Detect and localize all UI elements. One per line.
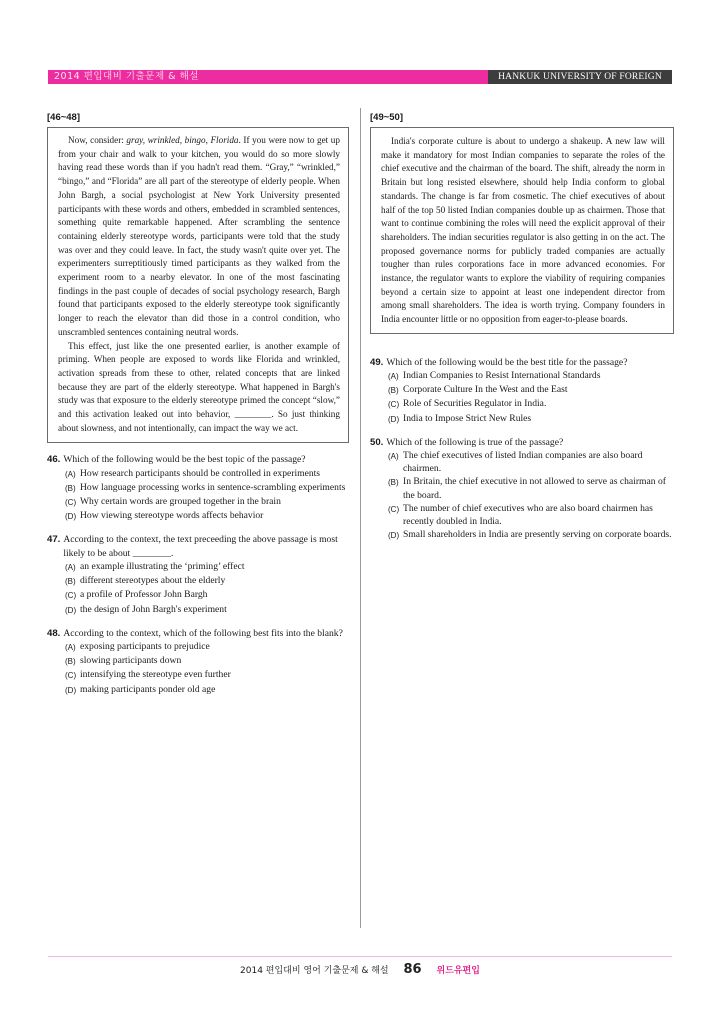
option-label: (B) [65, 577, 76, 587]
option-text: slowing participants down [80, 655, 182, 667]
question-stem: Which of the following is true of the passage? [386, 436, 564, 448]
passage-paragraph: India's corporate culture is about to undergo a shakeup. A new law will make it mandatory for most Indian companies to separate the roles of the chief executive and the chairman of the board. The shift, already the norm in Britain but long resisted elsewhere, should help India conform to global standards. The change is far from cosmetic. The chief executives of about half of the top 50 listed Indian companies double up as chairmen. Those that want to continue combining the roles will need the explicit approval of their shareholders. The indian securities regulator is also getting in on the act. The proposed governance norms for publicly traded companies are actually tougher than rules corporations face in more advanced economies. For instance, the regulator wants to explore the viability of requiring companies beyond a certain size to appoint at least one independent director from among small shareholders. The idea is worth trying. Company founders in India encounter little or no opposition from eager-to-please boards. [381, 136, 665, 325]
page-number: 86 [403, 962, 422, 977]
option-label: (C) [388, 504, 400, 514]
answer-option[interactable] [47, 481, 349, 495]
left-column [47, 112, 349, 697]
option-label: (C) [65, 671, 77, 681]
option-label: (C) [388, 400, 400, 410]
option-text: The chief executives of listed Indian companies are also board chairmen. [403, 450, 643, 475]
option-label: (A) [388, 452, 399, 462]
answer-option[interactable] [370, 502, 674, 528]
option-text: In Britain, the chief executive in not allowed to serve as chairman of the board. [403, 476, 666, 501]
footer-rule [48, 956, 672, 957]
option-label: (C) [65, 498, 77, 508]
option-text: Why certain words are grouped together in the brain [80, 496, 281, 508]
footer-title: 2014 편입대비 영어 기출문제 & 해설 [240, 966, 389, 976]
answer-option[interactable] [47, 588, 349, 602]
question-stem: According to the context, the text preceeding the above passage is most likely to be about ________. [63, 534, 338, 559]
passage-text: Now, consider: [68, 135, 127, 145]
option-label: (D) [388, 414, 400, 424]
question-47 [47, 533, 349, 616]
passage-box [370, 127, 674, 334]
answer-option[interactable] [370, 397, 674, 411]
passage-italic-words: gray, wrinkled, bingo, Florida [126, 135, 239, 145]
option-label: (C) [65, 591, 77, 601]
question-50 [370, 436, 674, 543]
question-range-label: [49~50] [370, 112, 404, 123]
answer-option[interactable] [370, 412, 674, 426]
option-label: (A) [65, 469, 76, 479]
option-text: Indian Companies to Resist International Standards [403, 370, 601, 382]
answer-option[interactable] [47, 509, 349, 523]
option-label: (A) [65, 642, 76, 652]
option-text: How language processing works in sentence-scrambling experiments [80, 481, 346, 493]
question-stem: Which of the following would be the best title for the passage? [386, 356, 628, 368]
footer-brand: 위드유편입 [436, 966, 480, 976]
option-label: (D) [388, 531, 400, 541]
option-text: Role of Securities Regulator in India. [403, 398, 547, 410]
option-label: (A) [65, 562, 76, 572]
passage-box [47, 127, 349, 443]
column-divider [360, 108, 361, 928]
option-text: making participants ponder old age [80, 683, 216, 695]
option-text: India to Impose Strict New Rules [403, 412, 532, 424]
option-label: (D) [65, 512, 77, 522]
answer-option[interactable] [370, 369, 674, 383]
answer-option[interactable] [47, 603, 349, 617]
option-text: the design of John Bargh's experiment [80, 603, 227, 615]
option-text: exposing participants to prejudice [80, 640, 210, 652]
option-text: How viewing stereotype words affects behavior [80, 510, 264, 522]
question-stem: Which of the following would be the best topic of the passage? [63, 454, 306, 466]
option-text: How research participants should be controlled in experiments [80, 467, 321, 479]
option-text: Small shareholders in India are presently serving on corporate boards. [403, 529, 672, 541]
question-number: 47. [47, 534, 61, 546]
option-label: (B) [65, 483, 76, 493]
question-stem: According to the context, which of the following best fits into the blank? [63, 627, 343, 639]
passage-paragraph [58, 134, 340, 340]
option-label: (B) [65, 657, 76, 667]
passage-paragraph: This effect, just like the one presented earlier, is another example of priming. When people are exposed to words like Florida and wrinkled, activation spreads from these to other, related concepts that are linked because they are part of the elderly stereotype. What happened in Bargh's study was that exposure to the elderly stereotype primed the concept “slow,” and this activation leaked out into behavior, ________. So just thinking about slowness, and not intentionally, can impact the way we act. [58, 340, 340, 433]
passage-text: . If you were now to get up from your chair and walk to your kitchen, you would do so more slowly having read these words than if you hadn't read them. “Gray,” “wrinkled,” “bingo,” and “Florida” are all part of the stereotype of elderly people. When John Bargh, a social psychologist at New York University presented participants with these words and others, embedded in scrambled sentences, something quite remarkable happened. After scrambling the sentence containing elderly stereotype words, participants were told that the study was over and they could leave. In fact, the study wasn't quite over yet. The experimenters surreptitiously timed participants as they walked from the experiment room to a nearby elevator. In one of the most fascinating findings in the past couple of decades of social psychology research, Bargh found that participants exposed to the elderly stereotype took significantly longer to reach the elevator than did those in a control condition, who unscrambled sentences containing neutral words. [58, 135, 340, 337]
question-number: 50. [370, 436, 384, 448]
question-49 [370, 356, 674, 426]
answer-option[interactable] [47, 560, 349, 574]
answer-option[interactable] [47, 668, 349, 682]
option-text: The number of chief executives who are also board chairmen has recently doubled in India. [403, 502, 653, 528]
option-label: (B) [388, 478, 399, 488]
option-text: different stereotypes about the elderly [80, 575, 226, 587]
option-text: a profile of Professor John Bargh [80, 589, 208, 601]
answer-option[interactable] [47, 640, 349, 654]
option-text: an example illustrating the ‘priming’ effect [80, 560, 245, 572]
question-number: 49. [370, 356, 384, 368]
option-label: (A) [388, 372, 399, 382]
question-48 [47, 627, 349, 697]
answer-option[interactable] [370, 383, 674, 397]
right-column [370, 112, 674, 542]
answer-option[interactable] [47, 467, 349, 481]
header-title: 2014 편입대비 기출문제 & 해설 [48, 70, 488, 84]
answer-option[interactable] [47, 574, 349, 588]
page-footer [0, 962, 720, 977]
option-label: (D) [65, 685, 77, 695]
option-label: (B) [388, 386, 399, 396]
answer-option[interactable] [370, 475, 674, 501]
answer-option[interactable] [370, 449, 674, 475]
answer-option[interactable] [47, 654, 349, 668]
header-university: HANKUK UNIVERSITY OF FOREIGN STUDIES [488, 70, 672, 84]
option-text: Corporate Culture In the West and the East [403, 384, 568, 396]
question-range-label: [46~48] [47, 112, 81, 123]
option-label: (D) [65, 605, 77, 615]
header-banner [48, 70, 672, 96]
answer-option[interactable] [370, 528, 674, 542]
question-number: 46. [47, 454, 61, 466]
question-number: 48. [47, 627, 61, 639]
option-text: intensifying the stereotype even further [80, 669, 231, 681]
answer-option[interactable] [47, 683, 349, 697]
question-46 [47, 453, 349, 523]
answer-option[interactable] [47, 495, 349, 509]
